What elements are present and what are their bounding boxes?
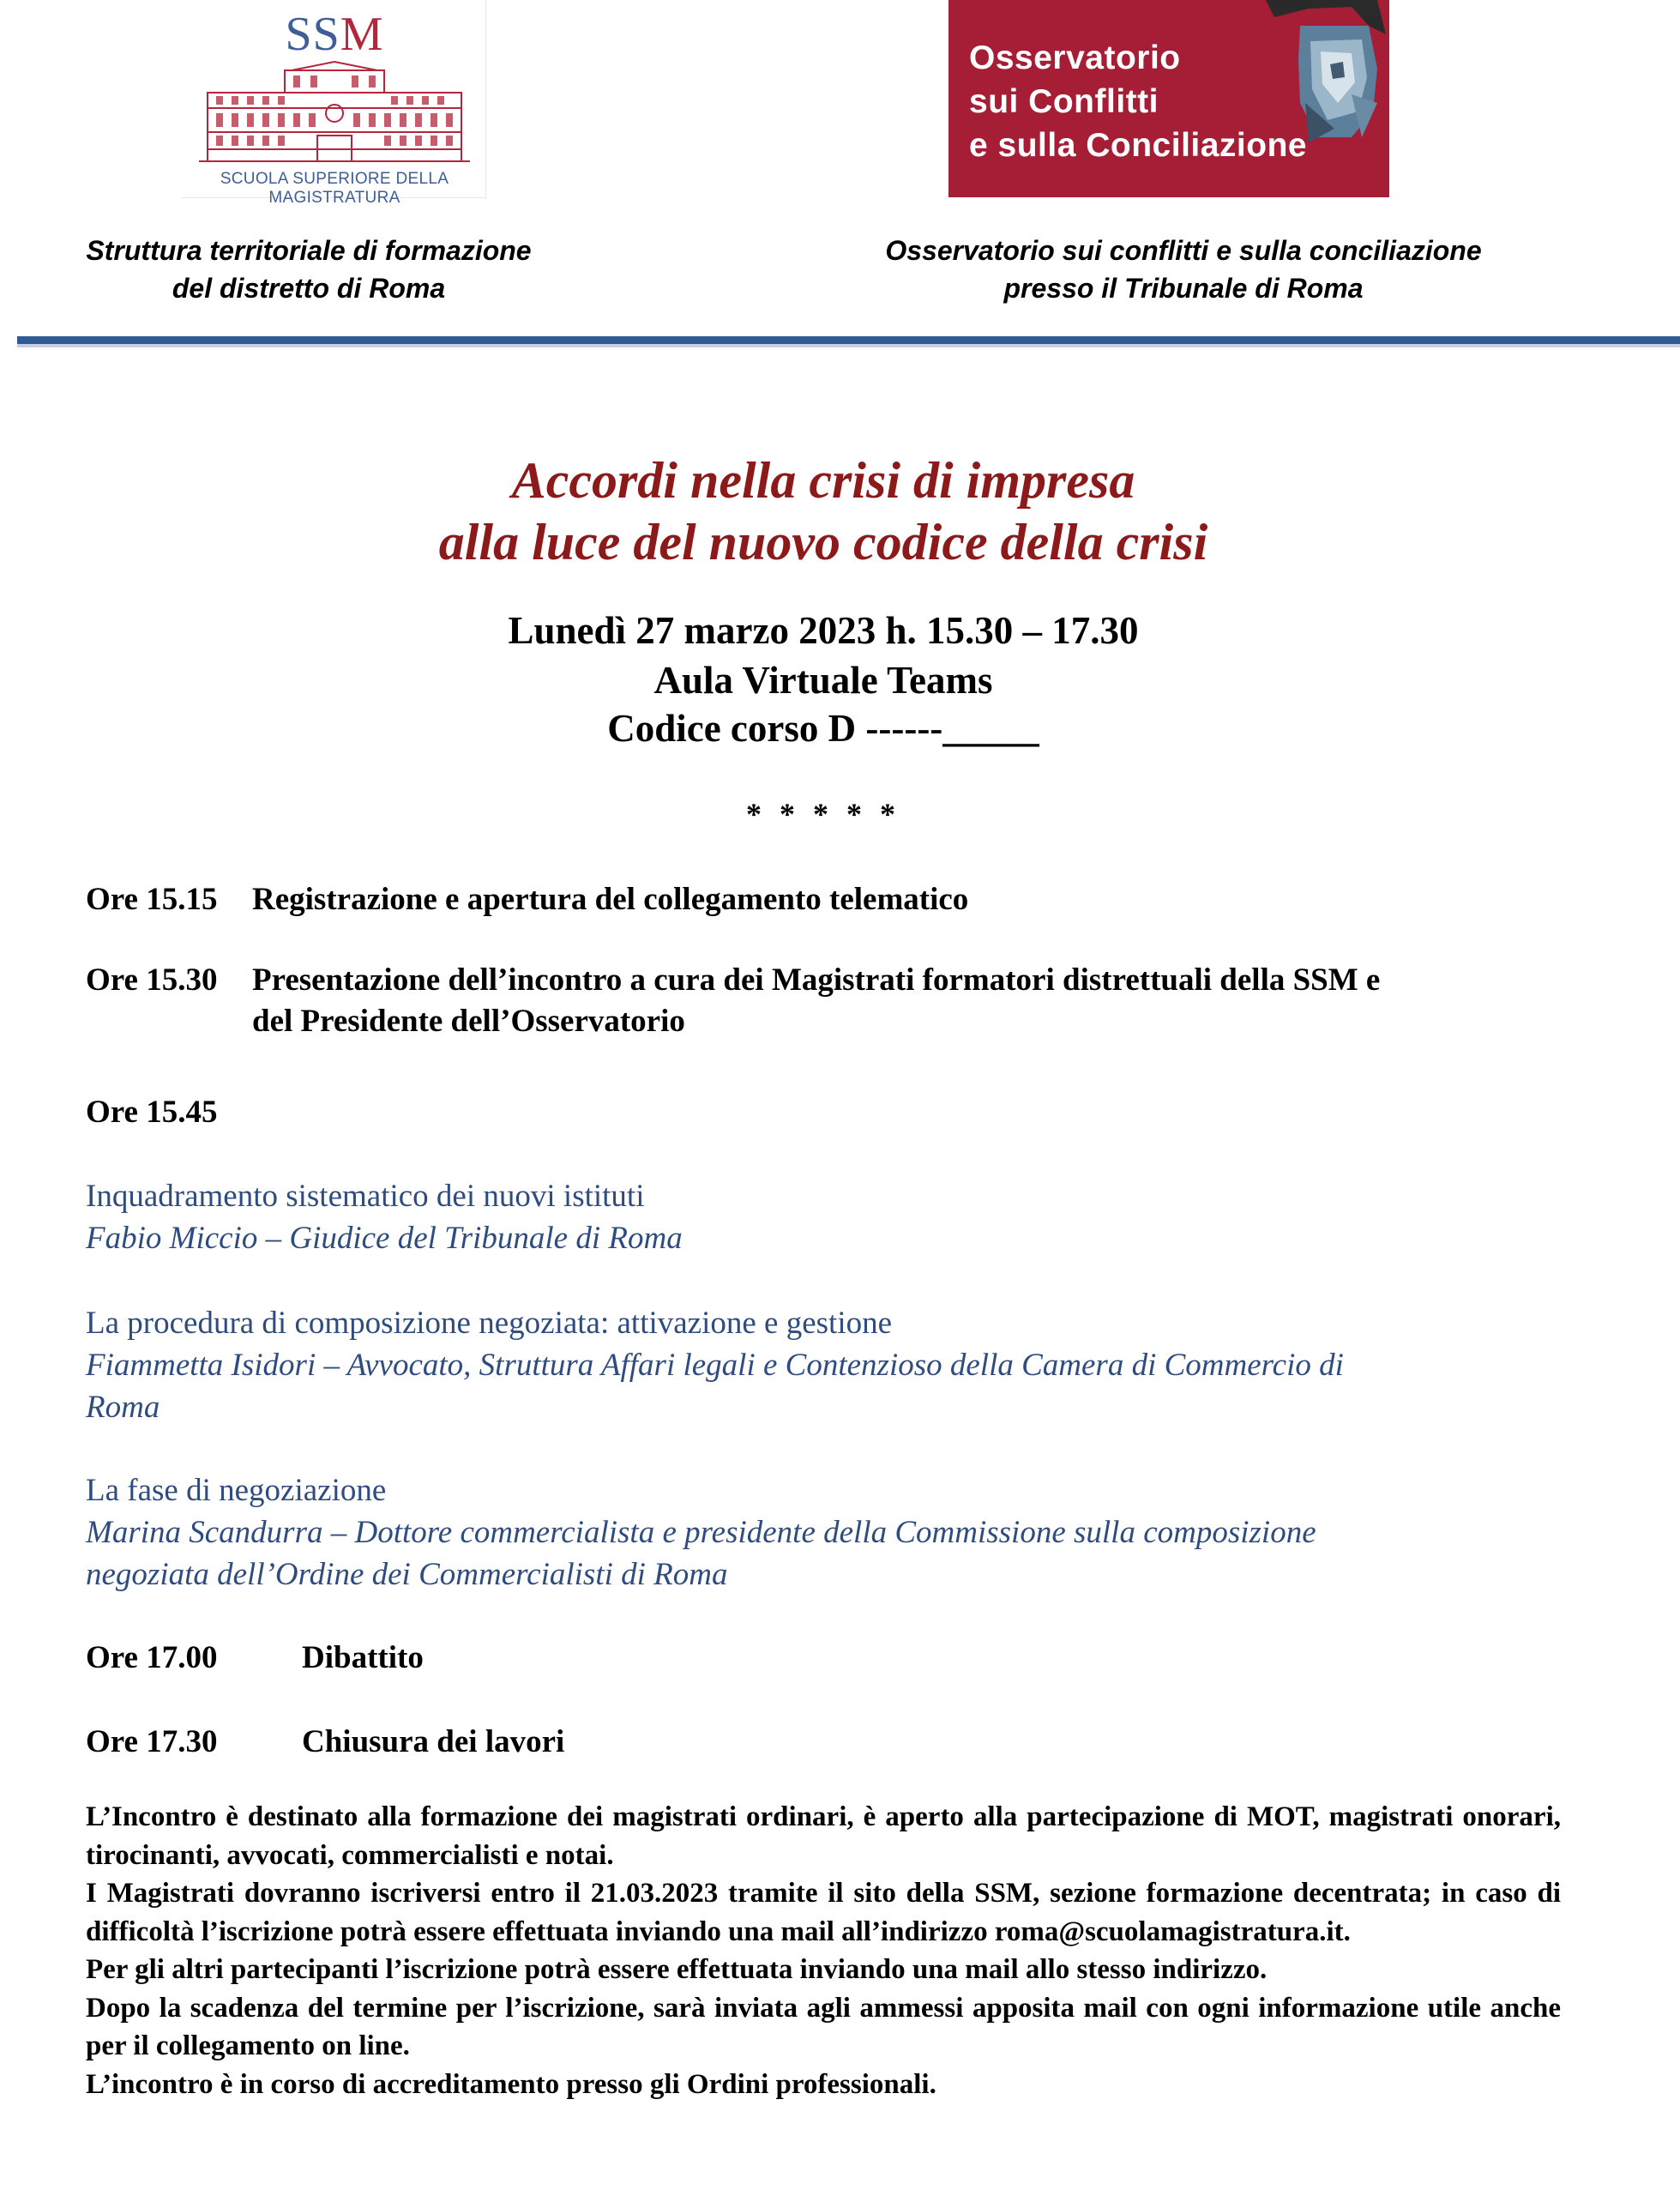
painting-collage-icon — [1249, 0, 1389, 146]
talk-item — [86, 1175, 1578, 1259]
course-code: Codice corso D ------_____ — [607, 707, 1039, 750]
programme-time: Ore 17.30 — [86, 1724, 218, 1759]
programme-item-registration — [0, 878, 1680, 921]
event-venue: Aula Virtuale Teams — [653, 659, 993, 702]
talk-topic: La fase di negoziazione — [86, 1473, 387, 1508]
event-title-line-1: Accordi nella crisi di impresa — [511, 452, 1135, 509]
note-after-deadline: Dopo la scadenza del termine per l’iscrizione, sarà inviata agli ammessi apposita mail con ogni informazione utile anche per il collegamento on line. — [86, 1992, 1561, 2061]
talk-speaker: Marina Scandurra – Dottore commercialista e presidente della Commissione sulla composizione — [86, 1515, 1316, 1550]
note-other-participants: Per gli altri partecipanti l’iscrizione potrà essere effettuata inviando una mail allo stesso indirizzo. — [86, 1954, 1268, 1985]
talk-speaker-continued: Roma — [86, 1390, 160, 1425]
osservatorio-logo-text: Osservatorio sui Conflitti e sulla Conciliazione — [969, 39, 1308, 164]
programme-item-debate — [0, 1637, 1680, 1680]
osservatorio-logo — [948, 0, 1389, 197]
ssm-caption: SCUOLA SUPERIORE DELLA MAGISTRATURA — [220, 170, 449, 207]
ssm-logo — [182, 0, 487, 207]
ssm-acronym: SSM — [285, 8, 384, 61]
programme-item-presentation — [0, 959, 1680, 1045]
talk-item — [86, 1469, 1578, 1596]
palazzo-building-icon — [190, 60, 479, 166]
talk-speaker: Fiammetta Isidori – Avvocato, Struttura Affari legali e Contenzioso della Camera di Commercio di — [86, 1348, 1344, 1383]
talk-topic: Inquadramento sistematico dei nuovi istituti — [86, 1179, 645, 1214]
left-header-caption: Struttura territoriale di formazione del distretto di Roma — [86, 235, 532, 304]
right-header-caption: Osservatorio sui conflitti e sulla conciliazione presso il Tribunale di Roma — [885, 235, 1482, 304]
talk-speaker: Fabio Miccio – Giudice del Tribunale di Roma — [86, 1221, 683, 1256]
programme-time: Ore 17.00 — [86, 1640, 218, 1675]
header-divider-shadow — [17, 344, 1680, 347]
programme-text: Presentazione dell’incontro a cura dei Magistrati formatori distrettuali della SSM e — [252, 962, 1381, 998]
registration-notes — [86, 1798, 1561, 2103]
programme-text: Registrazione e apertura del collegamento telematico — [252, 882, 969, 917]
event-title-line-2: alla luce del nuovo codice della crisi — [438, 514, 1208, 570]
programme-text-continued: del Presidente dell’Osservatorio — [252, 1004, 685, 1039]
talk-item — [86, 1302, 1578, 1428]
separator-stars: * * * * * — [746, 797, 900, 831]
note-accreditation: L’incontro è in corso di accreditamento presso gli Ordini professionali. — [86, 2068, 936, 2100]
programme-time: Ore 15.15 — [86, 882, 218, 917]
talk-topic: La procedura di composizione negoziata: attivazione e gestione — [86, 1306, 893, 1341]
programme-text: Chiusura dei lavori — [302, 1724, 565, 1759]
event-date: Lunedì 27 marzo 2023 h. 15.30 – 17.30 — [508, 609, 1139, 652]
header-divider — [17, 336, 1680, 344]
programme-item-closing — [0, 1721, 1680, 1764]
note-audience: L’Incontro è destinato alla formazione dei magistrati ordinari, è aperto alla partecipazione di MOT, magistrati onorari, tirocinanti, avvocati, commercialisti e notai. — [86, 1801, 1561, 1871]
programme-time: Ore 15.30 — [86, 962, 218, 998]
note-magistrates-registration: I Magistrati dovranno iscriversi entro il 21.03.2023 tramite il sito della SSM, sezione formazione decentrata; in caso di difficoltà l’iscrizione potrà essere effettuata inviando una mail all’indirizzo roma@scuolamagistratura.it. — [86, 1878, 1561, 1947]
programme-time: Ore 15.45 — [86, 1095, 218, 1130]
programme-item-talks-start — [0, 1091, 1680, 1134]
programme-text: Dibattito — [302, 1640, 424, 1675]
talk-speaker-continued: negoziata dell’Ordine dei Commercialisti di Roma — [86, 1557, 728, 1592]
